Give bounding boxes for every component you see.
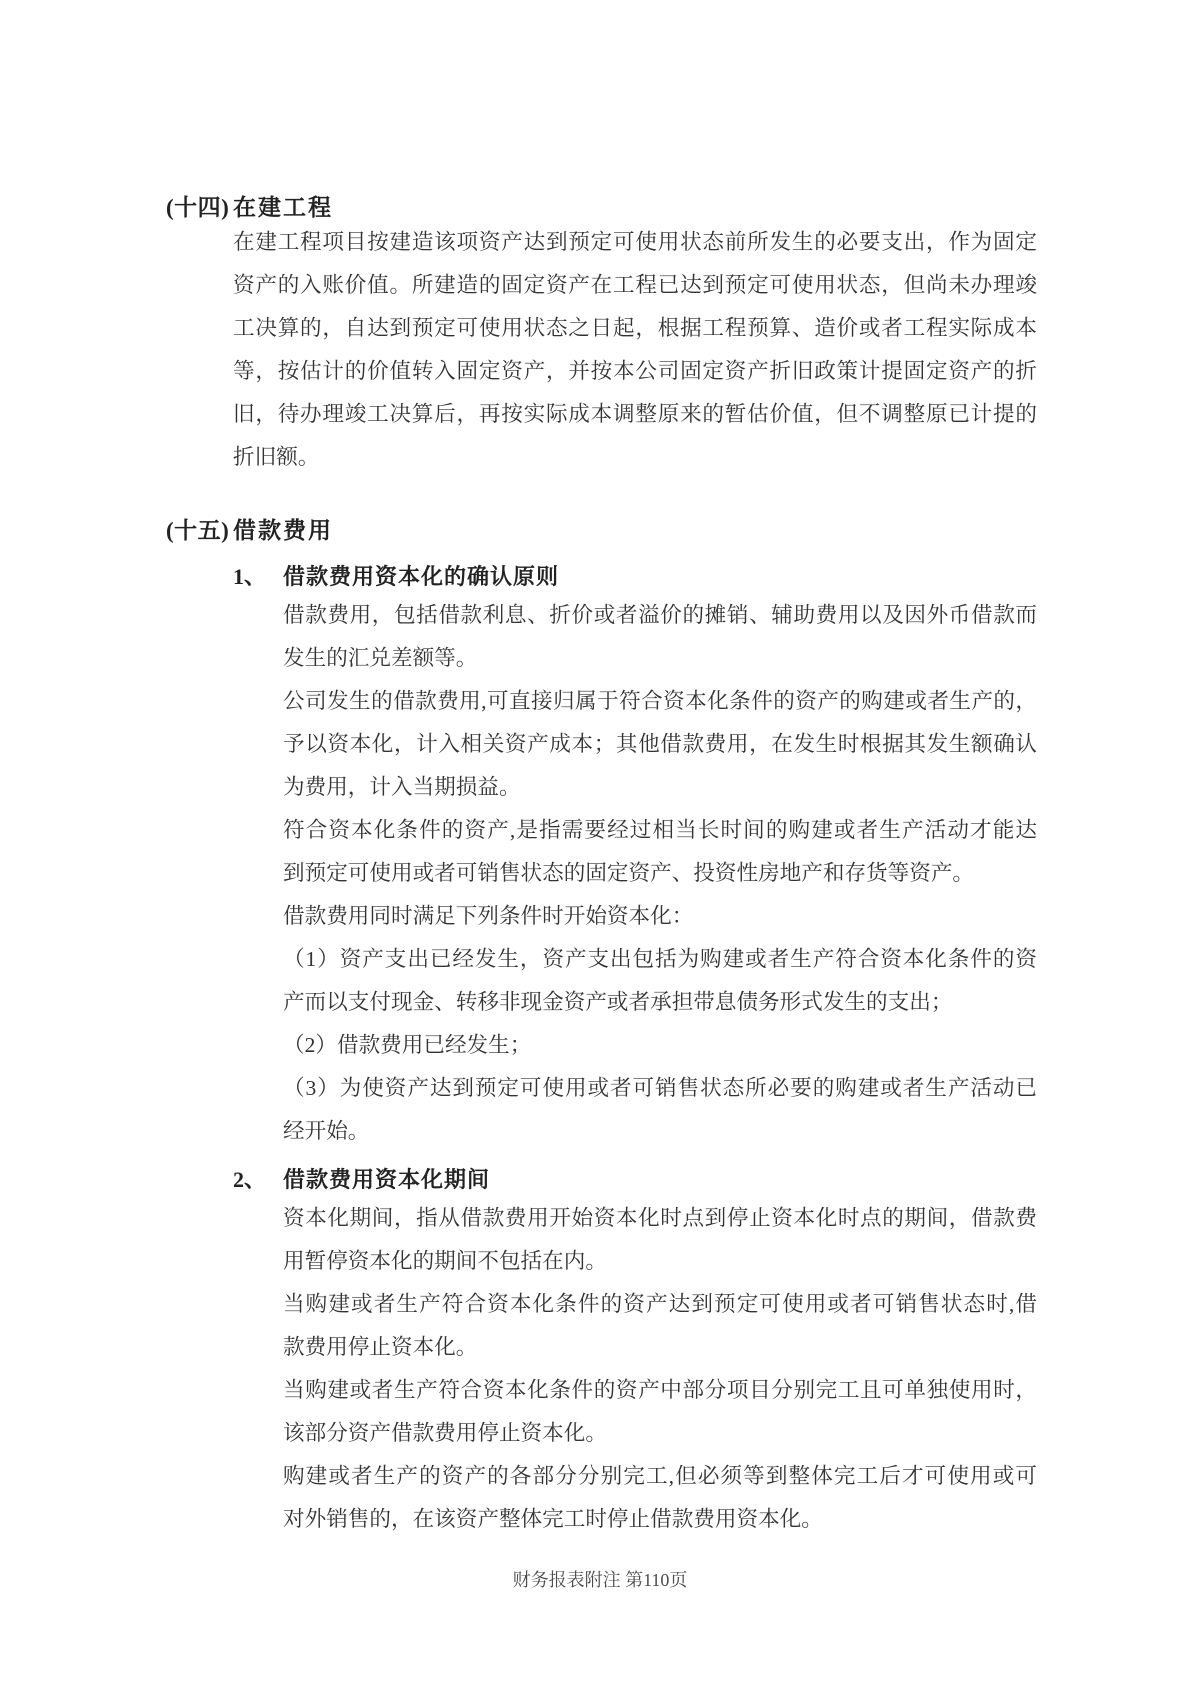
text-line: 经开始。	[283, 1119, 370, 1143]
text-line: 到预定可使用或者可销售状态的固定资产、投资性房地产和存货等资产。	[283, 861, 975, 885]
text-line: 发生的汇兑差额等。	[283, 646, 478, 670]
text-line: 当购建或者生产符合资本化条件的资产达到预定可使用或者可销售状态时,借	[283, 1292, 1037, 1316]
text-line: 在建工程项目按建造该项资产达到预定可使用状态前所发生的必要支出，作为固定	[233, 230, 1037, 254]
subsection-paragraph	[283, 594, 1037, 1153]
text-line: （2）借款费用已经发生；	[283, 1033, 532, 1057]
subsection-capitalization-period	[233, 1165, 1037, 1541]
section-heading	[166, 516, 1037, 546]
section-title: 在建工程	[233, 195, 333, 220]
subsection-number: 1、	[233, 564, 267, 589]
text-line: 购建或者生产的资产的各部分分别完工,但必须等到整体完工后才可使用或可	[283, 1464, 1037, 1488]
text-line: 折旧额。	[233, 445, 320, 469]
section-number-label: (十五)	[166, 518, 230, 543]
subsection-number: 2、	[233, 1167, 267, 1192]
text-line: 用暂停资本化的期间不包括在内。	[283, 1249, 607, 1273]
text-line: 公司发生的借款费用,可直接归属于符合资本化条件的资产的购建或者生产的，	[283, 689, 1037, 713]
text-line: 旧，待办理竣工决算后，再按实际成本调整原来的暂估价值，但不调整原已计提的	[233, 402, 1037, 426]
subsection-paragraph	[283, 1197, 1037, 1541]
subsection-title: 借款费用资本化期间	[283, 1167, 491, 1192]
text-line: 资产的入账价值。所建造的固定资产在工程已达到预定可使用状态，但尚未办理竣	[233, 273, 1037, 297]
text-line: 款费用停止资本化。	[283, 1335, 478, 1359]
section-heading	[166, 193, 1037, 223]
subsection-title: 借款费用资本化的确认原则	[283, 564, 560, 589]
section-paragraph	[233, 221, 1037, 479]
text-line: （3）为使资产达到预定可使用或者可销售状态所必要的购建或者生产活动已	[283, 1076, 1037, 1100]
text-line: 借款费用，包括借款利息、折价或者溢价的摊销、辅助费用以及因外币借款而	[283, 603, 1037, 627]
section-borrowing-costs	[166, 516, 1037, 1541]
text-line: 对外销售的，在该资产整体完工时停止借款费用资本化。	[283, 1507, 823, 1531]
page-footer: 财务报表附注 第110页	[512, 1570, 688, 1590]
text-line: 符合资本化条件的资产,是指需要经过相当长时间的购建或者生产活动才能达	[283, 818, 1037, 842]
text-line: 予以资本化，计入相关资产成本；其他借款费用，在发生时根据其发生额确认	[283, 732, 1037, 756]
text-line: 该部分资产借款费用停止资本化。	[283, 1421, 607, 1445]
text-line: 借款费用同时满足下列条件时开始资本化：	[283, 904, 694, 928]
subsection-heading	[233, 1165, 1037, 1195]
text-line: 当购建或者生产符合资本化条件的资产中部分项目分别完工且可单独使用时，	[283, 1378, 1037, 1402]
section-construction-in-progress	[166, 193, 1037, 479]
text-line: 工决算的，自达到预定可使用状态之日起，根据工程预算、造价或者工程实际成本	[233, 316, 1037, 340]
text-line: 资本化期间，指从借款费用开始资本化时点到停止资本化时点的期间，借款费	[283, 1206, 1037, 1230]
text-line: 为费用，计入当期损益。	[283, 775, 521, 799]
section-number-label: (十四)	[166, 195, 230, 220]
subsection-heading	[233, 562, 1037, 592]
section-title: 借款费用	[233, 518, 333, 543]
text-line: 产而以支付现金、转移非现金资产或者承担带息债务形式发生的支出；	[283, 990, 953, 1014]
subsection-capitalization-principle	[233, 562, 1037, 1153]
text-line: （1）资产支出已经发生，资产支出包括为购建或者生产符合资本化条件的资	[283, 947, 1037, 971]
text-line: 等，按估计的价值转入固定资产，并按本公司固定资产折旧政策计提固定资产的折	[233, 359, 1037, 383]
